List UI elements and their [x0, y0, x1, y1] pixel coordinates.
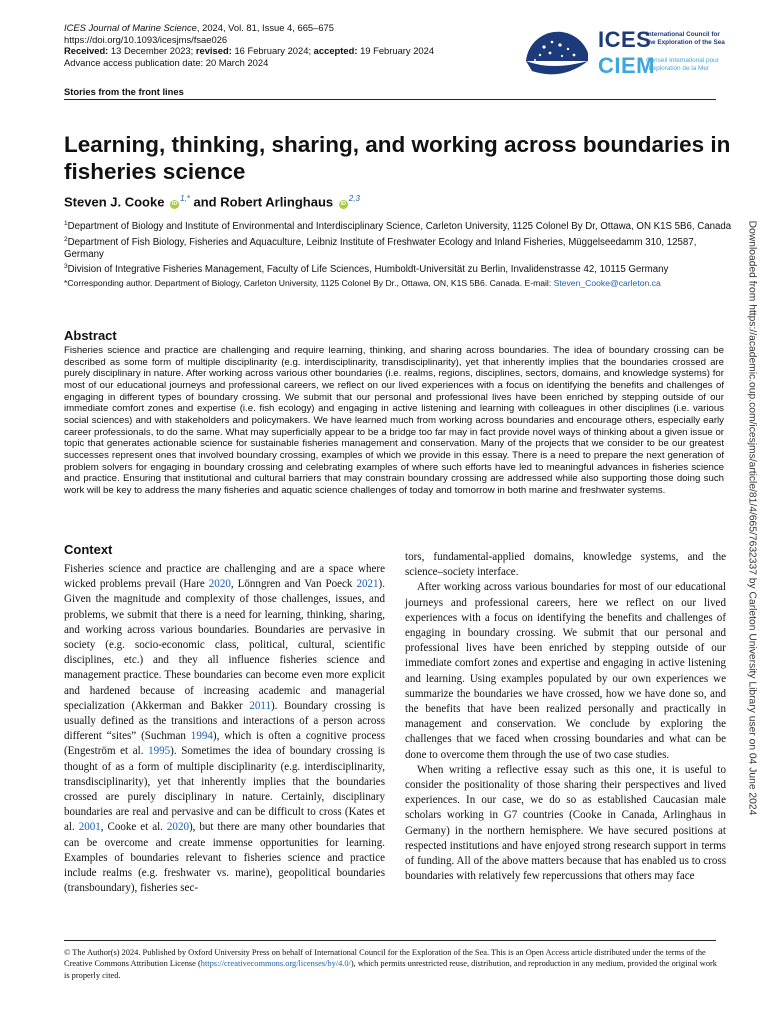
revised-date: 16 February 2024;: [234, 45, 312, 57]
author-joiner: and: [193, 194, 217, 210]
affiliations: [64, 218, 734, 291]
abstract-heading: Abstract: [64, 328, 117, 343]
accepted-label: accepted:: [313, 45, 358, 57]
paragraph: When writing a reflective essay such as this one, it is useful to consider the positionality of those sharing their perspectives and lived experiences. In our case, we do so as established Caucasian male scholars working in G7 countries (Cooke in Canada, Arlinghaus in Germany) in the northern hemisphere. We have secured positions at respected institutions and have enjoyed strong research support in terms of funding. All of the above matters because that has enabled us to cross boundaries with relatively few repercussions that others may face: [405, 763, 726, 883]
paragraph: Fisheries science and practice are challenging and are a space where wicked problems prevail (Hare 2020, Lönngren and Van Poeck 2021). Given the magnitude and complexity of those challenges, issues, and problems, we submit that there is a need for learning, thinking, sharing, and working across various boundaries. Boundaries are pervasive in society (e.g. socio-economic class, political, cultural, scientific disciplines, etc.) and they all influence fisheries science and management practice. These boundaries can become even more explicit and hardened because of increasing academic and managerial specialization (Akkerman and Bakker 2011). Boundary crossing is usually defined as the transitions and interactions of a person across different “sites” (Suchman 1994), which is often a cognitive process (Engeström et al. 1995). Sometimes the idea of boundary crossing is thought of as a form of multiple disciplinarity (e.g. interdisciplinarity, transdisciplinarity), yet that inherently implies that the boundaries crossed are purely disciplinary in nature. Certainly, disciplinary boundaries are real and pervasive and can be difficult to cross (Kates et al. 2001, Cooke et al. 2020), but there are many other boundaries that can be overcome and create immense opportunities for learning. Examples of boundaries relevant to fisheries science and practice include realms (e.g. freshwater vs. marine), geopolitical boundaries (transboundary), fisheries sec-: [64, 563, 386, 895]
advance-access-date: Advance access publication date: 20 March 2024: [64, 56, 269, 68]
copyright-notice: © The Author(s) 2024. Published by Oxford University Press on behalf of International Council for the Exploration of the Sea. This is an Open Access article distributed under the terms of the Creative Commons Attribution License (https://creativecommons.org/licenses/by/4.0/), which permits unrestricted reuse, distribution, and reproduction in any medium, provided the original work is properly cited.: [64, 948, 717, 980]
article-metadata: [64, 22, 484, 68]
citation-link[interactable]: 2021: [356, 578, 379, 591]
author-affiliation-marker[interactable]: 1,*: [180, 194, 190, 203]
paragraph: tors, fundamental-applied domains, knowledge systems, and the science–society interface.: [405, 551, 726, 579]
author-name[interactable]: Robert Arlinghaus: [220, 194, 334, 210]
download-note: Downloaded from https://academic.oup.com/icesjms/article/81/4/665/7632337 by Carleton University Library user on 04 June 2024: [746, 220, 758, 816]
affiliation: $^2$Department of Fish Biology, Fisheries and Aquaculture, Leibniz Institute of Freshwater Ecology and Inland Fisheries, Müggelseedamm 310, 12587, Germany: [64, 235, 697, 260]
corresponding-author: *Corresponding author. Department of Biology, Carleton University, 1125 Colonel By Dr., Ottawa, ON, K1S 5B6. Canada. E-mail: Steven_Cooke@carleton.ca: [64, 278, 661, 289]
citation-link[interactable]: 2020: [166, 821, 189, 834]
accepted-date: 19 February 2024: [360, 45, 435, 57]
received-date: 13 December 2023;: [110, 45, 194, 57]
affiliation: $^3$Division of Integrative Fisheries Management, Faculty of Life Sciences, Humboldt-Universität zu Berlin, Invalidenstrasse 42, 10115 Germany: [64, 263, 669, 276]
abstract-text: Fisheries science and practice are challenging and require learning, thinking, and sharing across boundaries. The idea of boundary crossing can be described as some form of multiple disciplinarity (e.g. interdisciplinarity, transdisciplinarity), yet that inherently implies that the boundaries crossed are purely disciplinary in nature. After working across various other boundaries (i.e. realms, regions, disciplines, sectors, domains, and knowledge systems) for most of our educational journeys and professional careers, we reflect on our lived experiences with a focus on identifying the benefits and challenges of engaging in different types of boundary crossing. We submit that our personal and professional lives have been enriched by stepping outside of our immediate comfort zones and expertise (i.e. fish ecology) and engaging in active listening and learning with colleagues in other disciplines (i.e. various social sciences) and with stakeholders and policymakers. We have learned much from working across boundaries and encourage others, especially early career professionals, to do the same. What may superficially appear to be a bridge too far may in fact provide novel ways of thinking about a given issue or topic that generates actionable science for sustainable fisheries management and conservation. Many of the projects that we consider to be our greatest successes represent ones that involved boundary crossing, examples of which we provide in this essay. There is a need to prepare the next generation of problem solvers for engaging in boundary crossing and celebrating examples of where such efforts have led to meaningful advances in fisheries science and practice. Ensuring that institutional and cultural barriers that may constrain boundary crossing are addressed while also supporting those doing such work will be key to address the many fisheries and aquatic science challenges of today and tomorrow in both marine and freshwater systems.: [64, 345, 724, 496]
citation-link[interactable]: 2011: [249, 699, 271, 712]
paragraph: After working across various boundaries for most of our educational journeys and professional careers, here we reflect on our lived experiences with a focus on identifying the benefits and challenges of engaging in boundary crossing. We submit that our personal and professional lives have been enriched by stepping outside of our immediate comfort zones and expertise and engaging in active listening and learning. Using examples populated by our own experiences we summarize the boundaries we have crossed, how we have done so, and the benefits that have been realized personally and practically in management and conservation. We conclude by exploring the challenges that we faced when crossing boundaries and what can be done to overcome them through the use of two case studies.: [405, 581, 726, 761]
revised-label: revised:: [195, 45, 232, 57]
body-column-right: [405, 550, 726, 884]
context-heading: Context: [64, 542, 113, 557]
citation: , 2024, Vol. 81, Issue 4, 665–675: [196, 22, 334, 33]
logo-org-english: International Council for the Exploration of the Sea: [646, 31, 725, 46]
license-link[interactable]: https://creativecommons.org/licenses/by/4.0/: [200, 959, 351, 969]
orcid-icon[interactable]: iD: [171, 201, 178, 208]
ices-globe-icon: [522, 27, 592, 85]
footer-divider: [64, 940, 716, 941]
affiliation: $^1$Department of Biology and Institute of Environmental and Interdisciplinary Science, Carleton University, 1125 Colonel By Dr, Ottawa, ON K1S 5B6, Canada: [64, 220, 732, 233]
ices-logo: [522, 27, 725, 85]
download-watermark: [745, 218, 759, 818]
citation-link[interactable]: 2020: [208, 578, 231, 591]
author-name[interactable]: Steven J. Cooke: [64, 194, 165, 210]
citation-link[interactable]: 2001: [78, 821, 101, 834]
section-label: Stories from the front lines: [64, 86, 184, 97]
article-title: Learning, thinking, sharing, and working across boundaries in fisheries science: [64, 132, 731, 184]
citation-link[interactable]: 1995: [148, 745, 171, 758]
author-affiliation-marker[interactable]: 2,3: [348, 194, 360, 203]
received-label: Received:: [64, 45, 109, 57]
orcid-icon[interactable]: iD: [340, 201, 347, 208]
citation-link[interactable]: 1994: [190, 730, 213, 743]
journal-name: ICES Journal of Marine Science: [64, 22, 197, 33]
author-list: [64, 194, 360, 209]
logo-ciem-text: CIEM: [598, 53, 655, 78]
doi-link[interactable]: https://doi.org/10.1093/icesjms/fsae026: [64, 33, 228, 45]
logo-org-french: Conseil International pour l'Exploration de la Mer: [646, 57, 719, 72]
logo-ices-text: ICES: [598, 27, 652, 52]
email-link[interactable]: Steven_Cooke@carleton.ca: [553, 278, 661, 289]
body-column-left: [64, 562, 385, 896]
header-divider: [64, 99, 716, 100]
